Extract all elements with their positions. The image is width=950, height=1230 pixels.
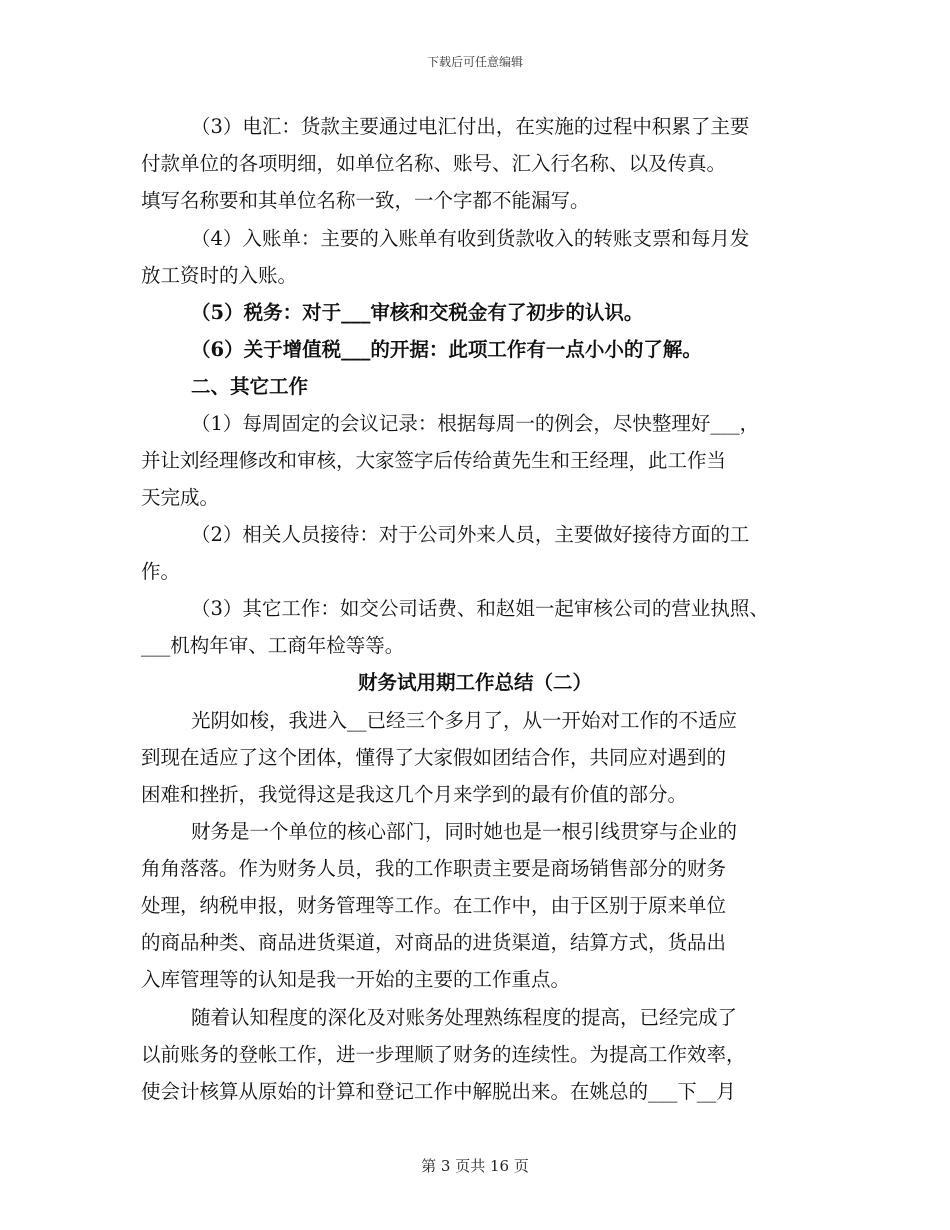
paragraph-line: 并让刘经理修改和审核，大家签字后传给黄先生和王经理，此工作当 bbox=[141, 449, 727, 472]
paragraph-line: 的商品种类、商品进货渠道，对商品的进货渠道，结算方式，货品出 bbox=[141, 931, 727, 954]
document-title: 财务试用期工作总结（二） bbox=[357, 671, 592, 694]
paragraph-line: 放工资时的入账。 bbox=[141, 264, 298, 287]
paragraph-line: 到现在适应了这个团体，懂得了大家假如团结合作，共同应对遇到的 bbox=[141, 746, 727, 769]
paragraph-line: 财务是一个单位的核心部门，同时她也是一根引线贯穿与企业的 bbox=[191, 820, 738, 843]
paragraph-line: 使会计核算从原始的计算和登记工作中解脱出来。在姚总的___下__月 bbox=[141, 1080, 736, 1103]
paragraph-line: 以前账务的登帐工作，进一步理顺了财务的连续性。为提高工作效率， bbox=[141, 1043, 746, 1066]
bold-paragraph-line: （6）关于增值税___的开据：此项工作有一点小小的了解。 bbox=[191, 338, 702, 361]
paragraph-line: 作。 bbox=[141, 560, 181, 583]
paragraph-line: 随着认知程度的深化及对账务处理熟练程度的提高，已经完成了 bbox=[191, 1006, 738, 1029]
paragraph-line: （3）电汇：货款主要通过电汇付出，在实施的过程中积累了主要 bbox=[191, 115, 750, 138]
paragraph-line: （4）入账单：主要的入账单有收到货款收入的转账支票和每月发 bbox=[191, 227, 750, 250]
paragraph-line: （1）每周固定的会议记录：根据每周一的例会，尽快整理好___， bbox=[191, 412, 760, 435]
section-heading: 二、其它工作 bbox=[191, 375, 309, 398]
paragraph-line: 天完成。 bbox=[141, 486, 220, 509]
paragraph-line: 光阴如梭，我进入__已经三个多月了，从一开始对工作的不适应 bbox=[191, 709, 738, 732]
paragraph-line: （3）其它工作：如交公司话费、和赵姐一起审核公司的营业执照、 bbox=[191, 597, 769, 620]
page-header: 下载后可任意编辑 bbox=[426, 55, 523, 69]
paragraph-line: 困难和挫折，我觉得这是我这几个月来学到的最有价值的部分。 bbox=[141, 783, 688, 806]
page-footer: 第 3 页共 16 页 bbox=[421, 1157, 529, 1175]
paragraph-line: 付款单位的各项明细，如单位名称、账号、汇入行名称、以及传真。 bbox=[141, 152, 727, 175]
paragraph-line: 角角落落。作为财务人员，我的工作职责主要是商场销售部分的财务 bbox=[141, 857, 727, 880]
bold-paragraph-line: （5）税务：对于___审核和交税金有了初步的认识。 bbox=[191, 301, 644, 324]
paragraph-line: 入库管理等的认知是我一开始的主要的工作重点。 bbox=[141, 968, 571, 991]
paragraph-line: 填写名称要和其单位名称一致，一个字都不能漏写。 bbox=[141, 189, 590, 212]
paragraph-line: （2）相关人员接待：对于公司外来人员，主要做好接待方面的工 bbox=[191, 523, 750, 546]
paragraph-line: ___机构年审、工商年检等等。 bbox=[141, 634, 405, 657]
paragraph-line: 处理，纳税申报，财务管理等工作。在工作中，由于区别于原来单位 bbox=[141, 894, 727, 917]
